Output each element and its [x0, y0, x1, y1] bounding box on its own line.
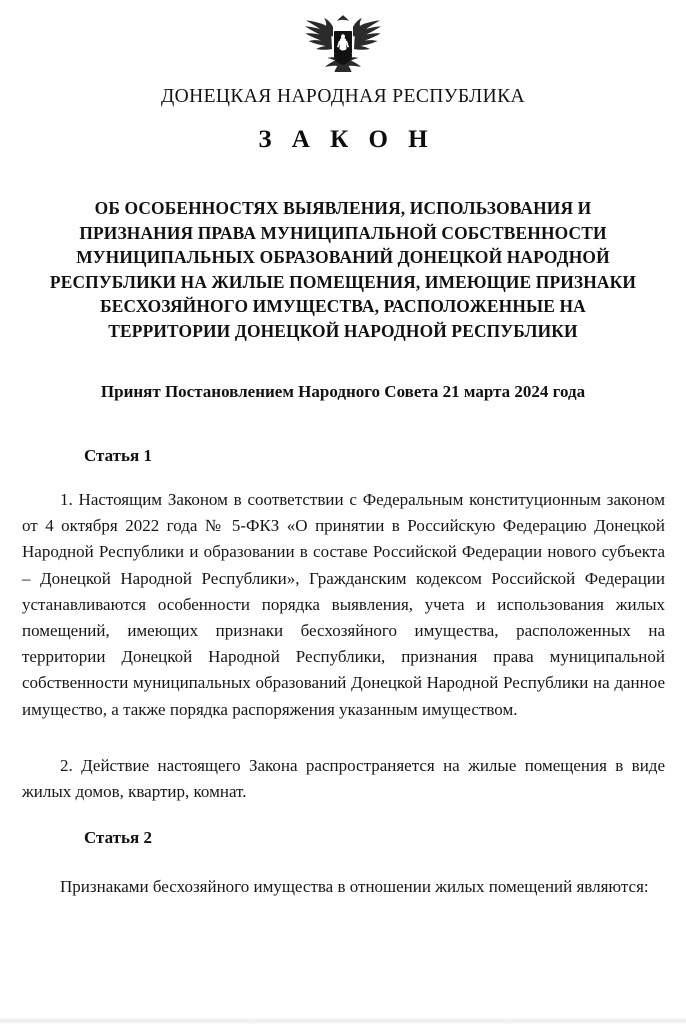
- article-2-paragraph-1: [22, 874, 665, 900]
- double-headed-eagle-emblem: [300, 14, 386, 72]
- law-title-line: БЕСХОЗЯЙНОГО ИМУЩЕСТВА, РАСПОЛОЖЕННЫЕ НА: [100, 296, 586, 317]
- republic-name-heading: ДОНЕЦКАЯ НАРОДНАЯ РЕСПУБЛИКА: [160, 86, 526, 107]
- paragraph-text: 1. Настоящим Законом в соответствии с Федеральным конституционным законом от 4 октября 2022 года № 5-ФКЗ «О принятии в Российскую Федерацию Донецкой Народной Республики и образовании в составе Российской Федерации нового субъекта – Донецкой Народной Республики», Гражданским кодексом Российской Федерации устанавливаются особенности порядка выявления, учета и использования жилых помещений, имеющих признаки бесхозяйного имущества, расположенных на территории Донецкой Народной Республики, признания права муниципальной собственности муниципальных образований Донецкой Народной Республики на данное имущество, а также порядка распоряжения указанным имуществом.: [22, 490, 665, 719]
- document-type-heading: З А К О Н: [258, 126, 435, 153]
- law-title-line: ПРИЗНАНИЯ ПРАВА МУНИЦИПАЛЬНОЙ СОБСТВЕННОСТИ: [79, 222, 607, 243]
- law-title-line: МУНИЦИПАЛЬНЫХ ОБРАЗОВАНИЙ ДОНЕЦКОЙ НАРОДНОЙ: [76, 247, 610, 268]
- emblem-container: [0, 12, 686, 74]
- law-title-line: ТЕРРИТОРИИ ДОНЕЦКОЙ НАРОДНОЙ РЕСПУБЛИКИ: [108, 320, 578, 341]
- paragraph-text: Признаками бесхозяйного имущества в отношении жилых помещений являются:: [60, 877, 649, 896]
- article-1-paragraph-2: [22, 753, 665, 805]
- law-title-line: ОБ ОСОБЕННОСТЯХ ВЫЯВЛЕНИЯ, ИСПОЛЬЗОВАНИЯ И: [94, 198, 592, 218]
- paragraph-text: 2. Действие настоящего Закона распространяется на жилые помещения в виде жилых домов, квартир, комнат.: [22, 756, 665, 802]
- law-title: [38, 196, 648, 344]
- article-heading-2: Статья 2: [84, 828, 152, 847]
- article-heading-1: Статья 1: [84, 446, 152, 465]
- law-title-line: РЕСПУБЛИКИ НА ЖИЛЫЕ ПОМЕЩЕНИЯ, ИМЕЮЩИЕ ПРИЗНАКИ: [49, 271, 637, 292]
- article-1-paragraph-1: [22, 487, 665, 723]
- adoption-note: Принят Постановлением Народного Совета 21 марта 2024 года: [100, 382, 586, 401]
- scan-bottom-edge: [0, 1014, 686, 1024]
